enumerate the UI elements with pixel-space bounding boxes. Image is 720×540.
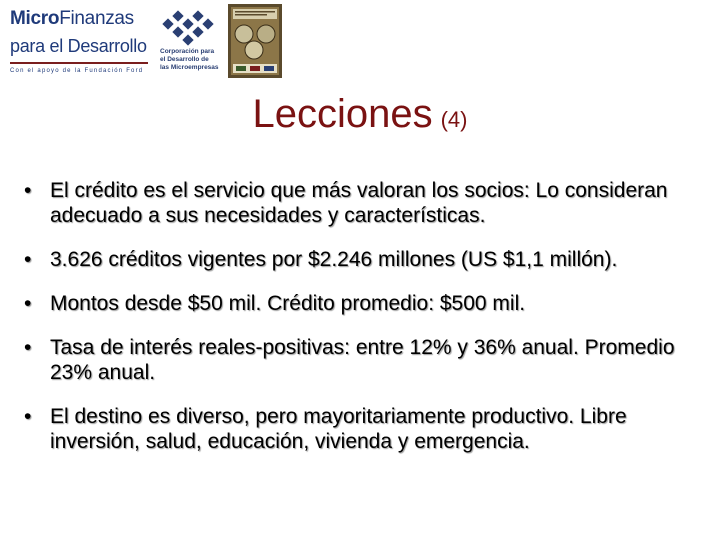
bullet-text: El destino es diverso, pero mayoritariamente productivo. Libre inversión, salud, educación, vivienda y emergencia. bbox=[50, 405, 627, 453]
logo-tagline: Con el apoyo de la Fundación Ford bbox=[10, 68, 144, 74]
bullet-item bbox=[24, 291, 714, 316]
logo-word-micro: Micro bbox=[10, 8, 60, 29]
bullet-marker: • bbox=[24, 292, 32, 315]
corp-line: las Microempresas bbox=[160, 64, 219, 71]
bullet-item bbox=[24, 247, 714, 272]
title-text: Lecciones bbox=[252, 92, 433, 136]
bullet-list bbox=[24, 178, 714, 473]
bullet-item bbox=[24, 404, 714, 454]
bullet-marker: • bbox=[24, 336, 32, 359]
logo-subtitle: para el Desarrollo bbox=[10, 36, 147, 56]
bullet-text: Montos desde $50 mil. Crédito promedio: $500 mil. bbox=[50, 292, 526, 315]
corporacion-logo-text bbox=[160, 48, 230, 72]
bullet-marker: • bbox=[24, 405, 32, 428]
book-cover-image bbox=[228, 4, 282, 78]
bullet-marker: • bbox=[24, 248, 32, 271]
logo-word-finanzas: Finanzas bbox=[59, 8, 134, 29]
microfinanzas-logo bbox=[10, 6, 152, 78]
corp-line: el Desarrollo de bbox=[160, 56, 209, 63]
bullet-item bbox=[24, 335, 714, 385]
corp-line: Corporación para bbox=[160, 48, 215, 55]
bullet-text: El crédito es el servicio que más valoran los socios: Lo consideran adecuado a sus necesidades y características. bbox=[50, 179, 668, 227]
logo-wordmark bbox=[10, 8, 134, 30]
bullet-item bbox=[24, 178, 714, 228]
bullet-text: 3.626 créditos vigentes por $2.246 millones (US $1,1 millón). bbox=[50, 248, 618, 271]
title-number: (4) bbox=[440, 107, 468, 132]
slide-title bbox=[0, 92, 720, 137]
logo-divider bbox=[10, 62, 148, 64]
bullet-marker: • bbox=[24, 179, 32, 202]
bullet-text: Tasa de interés reales-positivas: entre 12% y 36% anual. Promedio 23% anual. bbox=[50, 336, 675, 384]
